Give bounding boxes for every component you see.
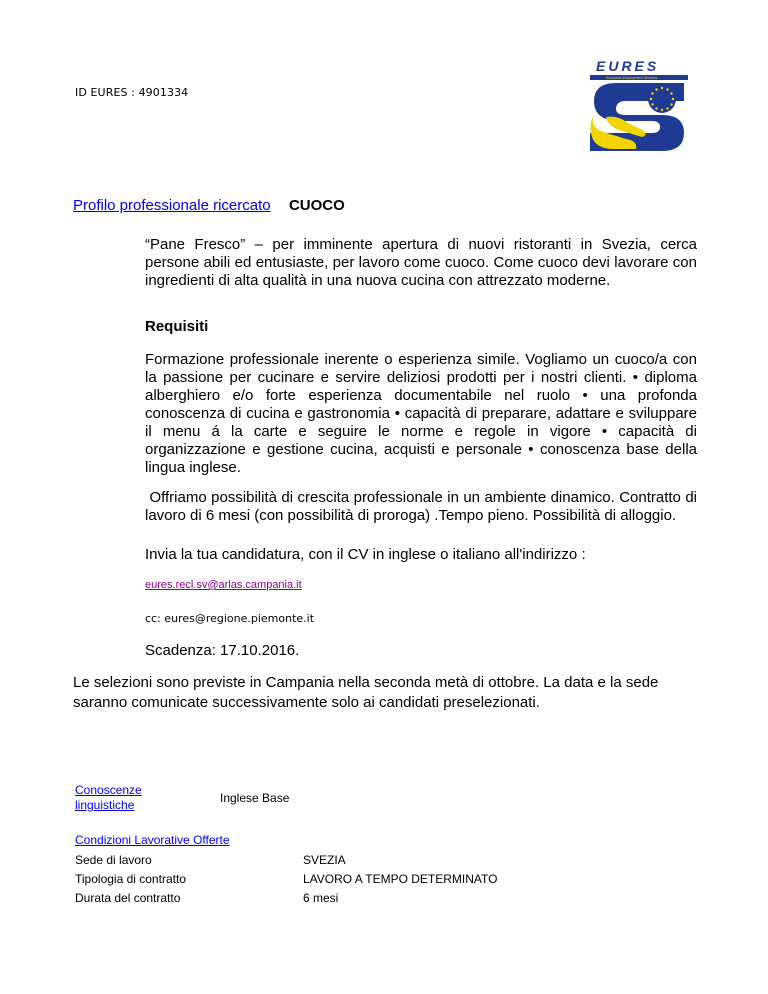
profile-title: CUOCO (288, 197, 345, 214)
conditions-title-link[interactable]: Condizioni Lavorative Offerte (75, 833, 230, 847)
condition-label-location: Sede di lavoro (75, 853, 152, 867)
condition-value-duration: 6 mesi (303, 891, 339, 905)
requirements-paragraph: Formazione professionale inerente o esperienza simile. Vogliamo un cuoco/a con la passione per cucinare e servire deliziosi prodotti per i nostri clienti. • diploma alberghiero e/o forte esperienza documentabile nel ruolo • una profonda conoscenza di cucina e gastronomia • capacità di preparare, adattare e sviluppare il menu á la carte e seguire le norme e regole in vigore • capacità di organizzazione e gestione cucina, acquisti e personale • conoscenza base della lingua inglese. (145, 351, 697, 476)
cc-email: cc: eures@regione.piemonte.it (145, 612, 315, 625)
profile-label-link[interactable]: Profilo professionale ricercato (73, 197, 271, 214)
languages-label-link[interactable]: Conoscenze linguistiche (75, 783, 142, 812)
selection-paragraph: Le selezioni sono previste in Campania nella seconda metà di ottobre. La data e la sede saranno comunicate successivamente solo ai candidati preselezionati. (73, 674, 659, 711)
deadline: Scadenza: 17.10.2016. (145, 642, 300, 659)
languages-value: Inglese Base (220, 791, 290, 805)
intro-paragraph: “Pane Fresco” – per imminente apertura di nuovi ristoranti in Svezia, cerca persone abili ed entusiaste, per lavoro come cuoco. Come cuoco devi lavorare con ingredienti di alta qualità in una nuova cucina con attrezzato moderne. (145, 236, 697, 289)
eures-logo (586, 57, 694, 153)
eures-id: ID EURES : 4901334 (75, 86, 189, 99)
profile-line (73, 197, 345, 214)
condition-label-contract-type: Tipologia di contratto (75, 872, 186, 886)
offer-paragraph: Offriamo possibilità di crescita professionale in un ambiente dinamico. Contratto di lavoro di 6 mesi (con possibilità di proroga) .Tempo pieno. Possibilità di alloggio. (145, 489, 702, 524)
apply-instructions: Invia la tua candidatura, con il CV in inglese o italiano all'indirizzo : (145, 546, 586, 563)
svg-text:EURES: EURES (596, 58, 660, 74)
condition-value-contract-type: LAVORO A TEMPO DETERMINATO (303, 872, 498, 886)
email-link[interactable]: eures.recl.sv@arlas.campania.it (145, 579, 302, 591)
condition-value-location: SVEZIA (303, 853, 346, 867)
requirements-heading: Requisiti (145, 318, 209, 335)
condition-label-duration: Durata del contratto (75, 891, 181, 905)
svg-text:European Employment Services: European Employment Services (606, 76, 658, 80)
